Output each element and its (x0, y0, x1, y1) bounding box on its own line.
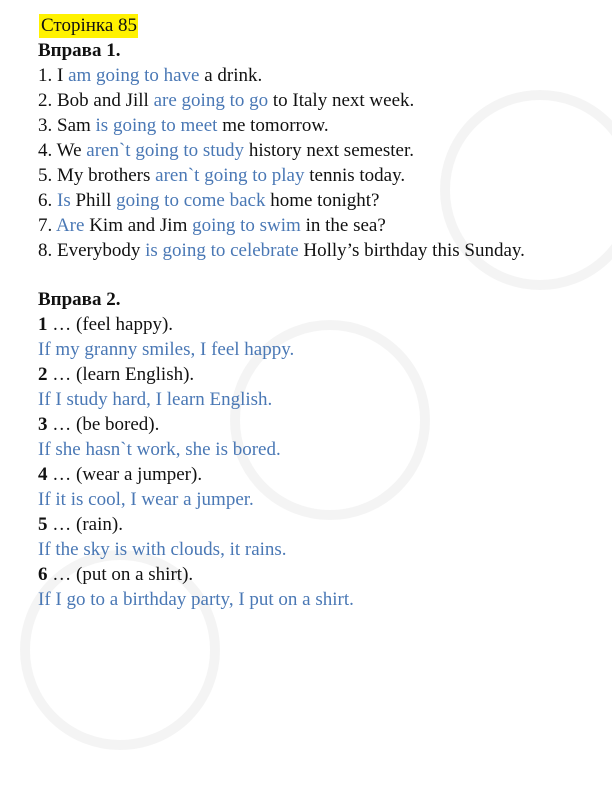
page-number-label: Сторінка 85 (41, 15, 138, 36)
exercise-2-answer: If my granny smiles, I feel happy. (38, 339, 295, 360)
exercise-2-prompt: 2 … (learn English). (38, 364, 195, 385)
exercise-1-item: 4. We aren`t going to study history next semester. (38, 140, 414, 161)
exercise-2-title: Вправа 2. (38, 289, 121, 310)
exercise-2-prompt: 5 … (rain). (38, 514, 123, 535)
exercise-2-answer: If it is cool, I wear a jumper. (38, 489, 254, 510)
exercise-2-answer: If the sky is with clouds, it rains. (38, 539, 287, 560)
exercise-2-prompt: 3 … (be bored). (38, 414, 160, 435)
answer-page (38, 14, 602, 612)
exercise-1-item: 6. Is Phill going to come back home tonight? (38, 190, 380, 211)
exercise-1-item: 5. My brothers aren`t going to play tennis today. (38, 165, 406, 186)
exercise-1-title: Вправа 1. (38, 40, 121, 61)
exercise-2-answer: If she hasn`t work, she is bored. (38, 439, 281, 460)
exercise-1-item: 3. Sam is going to meet me tomorrow. (38, 115, 329, 136)
exercise-1-item: 8. Everybody is going to celebrate Holly’s birthday this Sunday. (38, 240, 525, 261)
exercise-1-item: 1. I am going to have a drink. (38, 65, 263, 86)
exercise-2-answer: If I study hard, I learn English. (38, 389, 273, 410)
exercise-2-prompt: 1 … (feel happy). (38, 314, 174, 335)
exercise-2-answer: If I go to a birthday party, I put on a shirt. (38, 589, 354, 610)
exercise-1-item: 7. Are Kim and Jim going to swim in the sea? (38, 215, 386, 236)
exercise-1-item: 2. Bob and Jill are going to go to Italy next week. (38, 90, 415, 111)
exercise-2-prompt: 6 … (put on a shirt). (38, 564, 194, 585)
exercise-2-prompt: 4 … (wear a jumper). (38, 464, 203, 485)
